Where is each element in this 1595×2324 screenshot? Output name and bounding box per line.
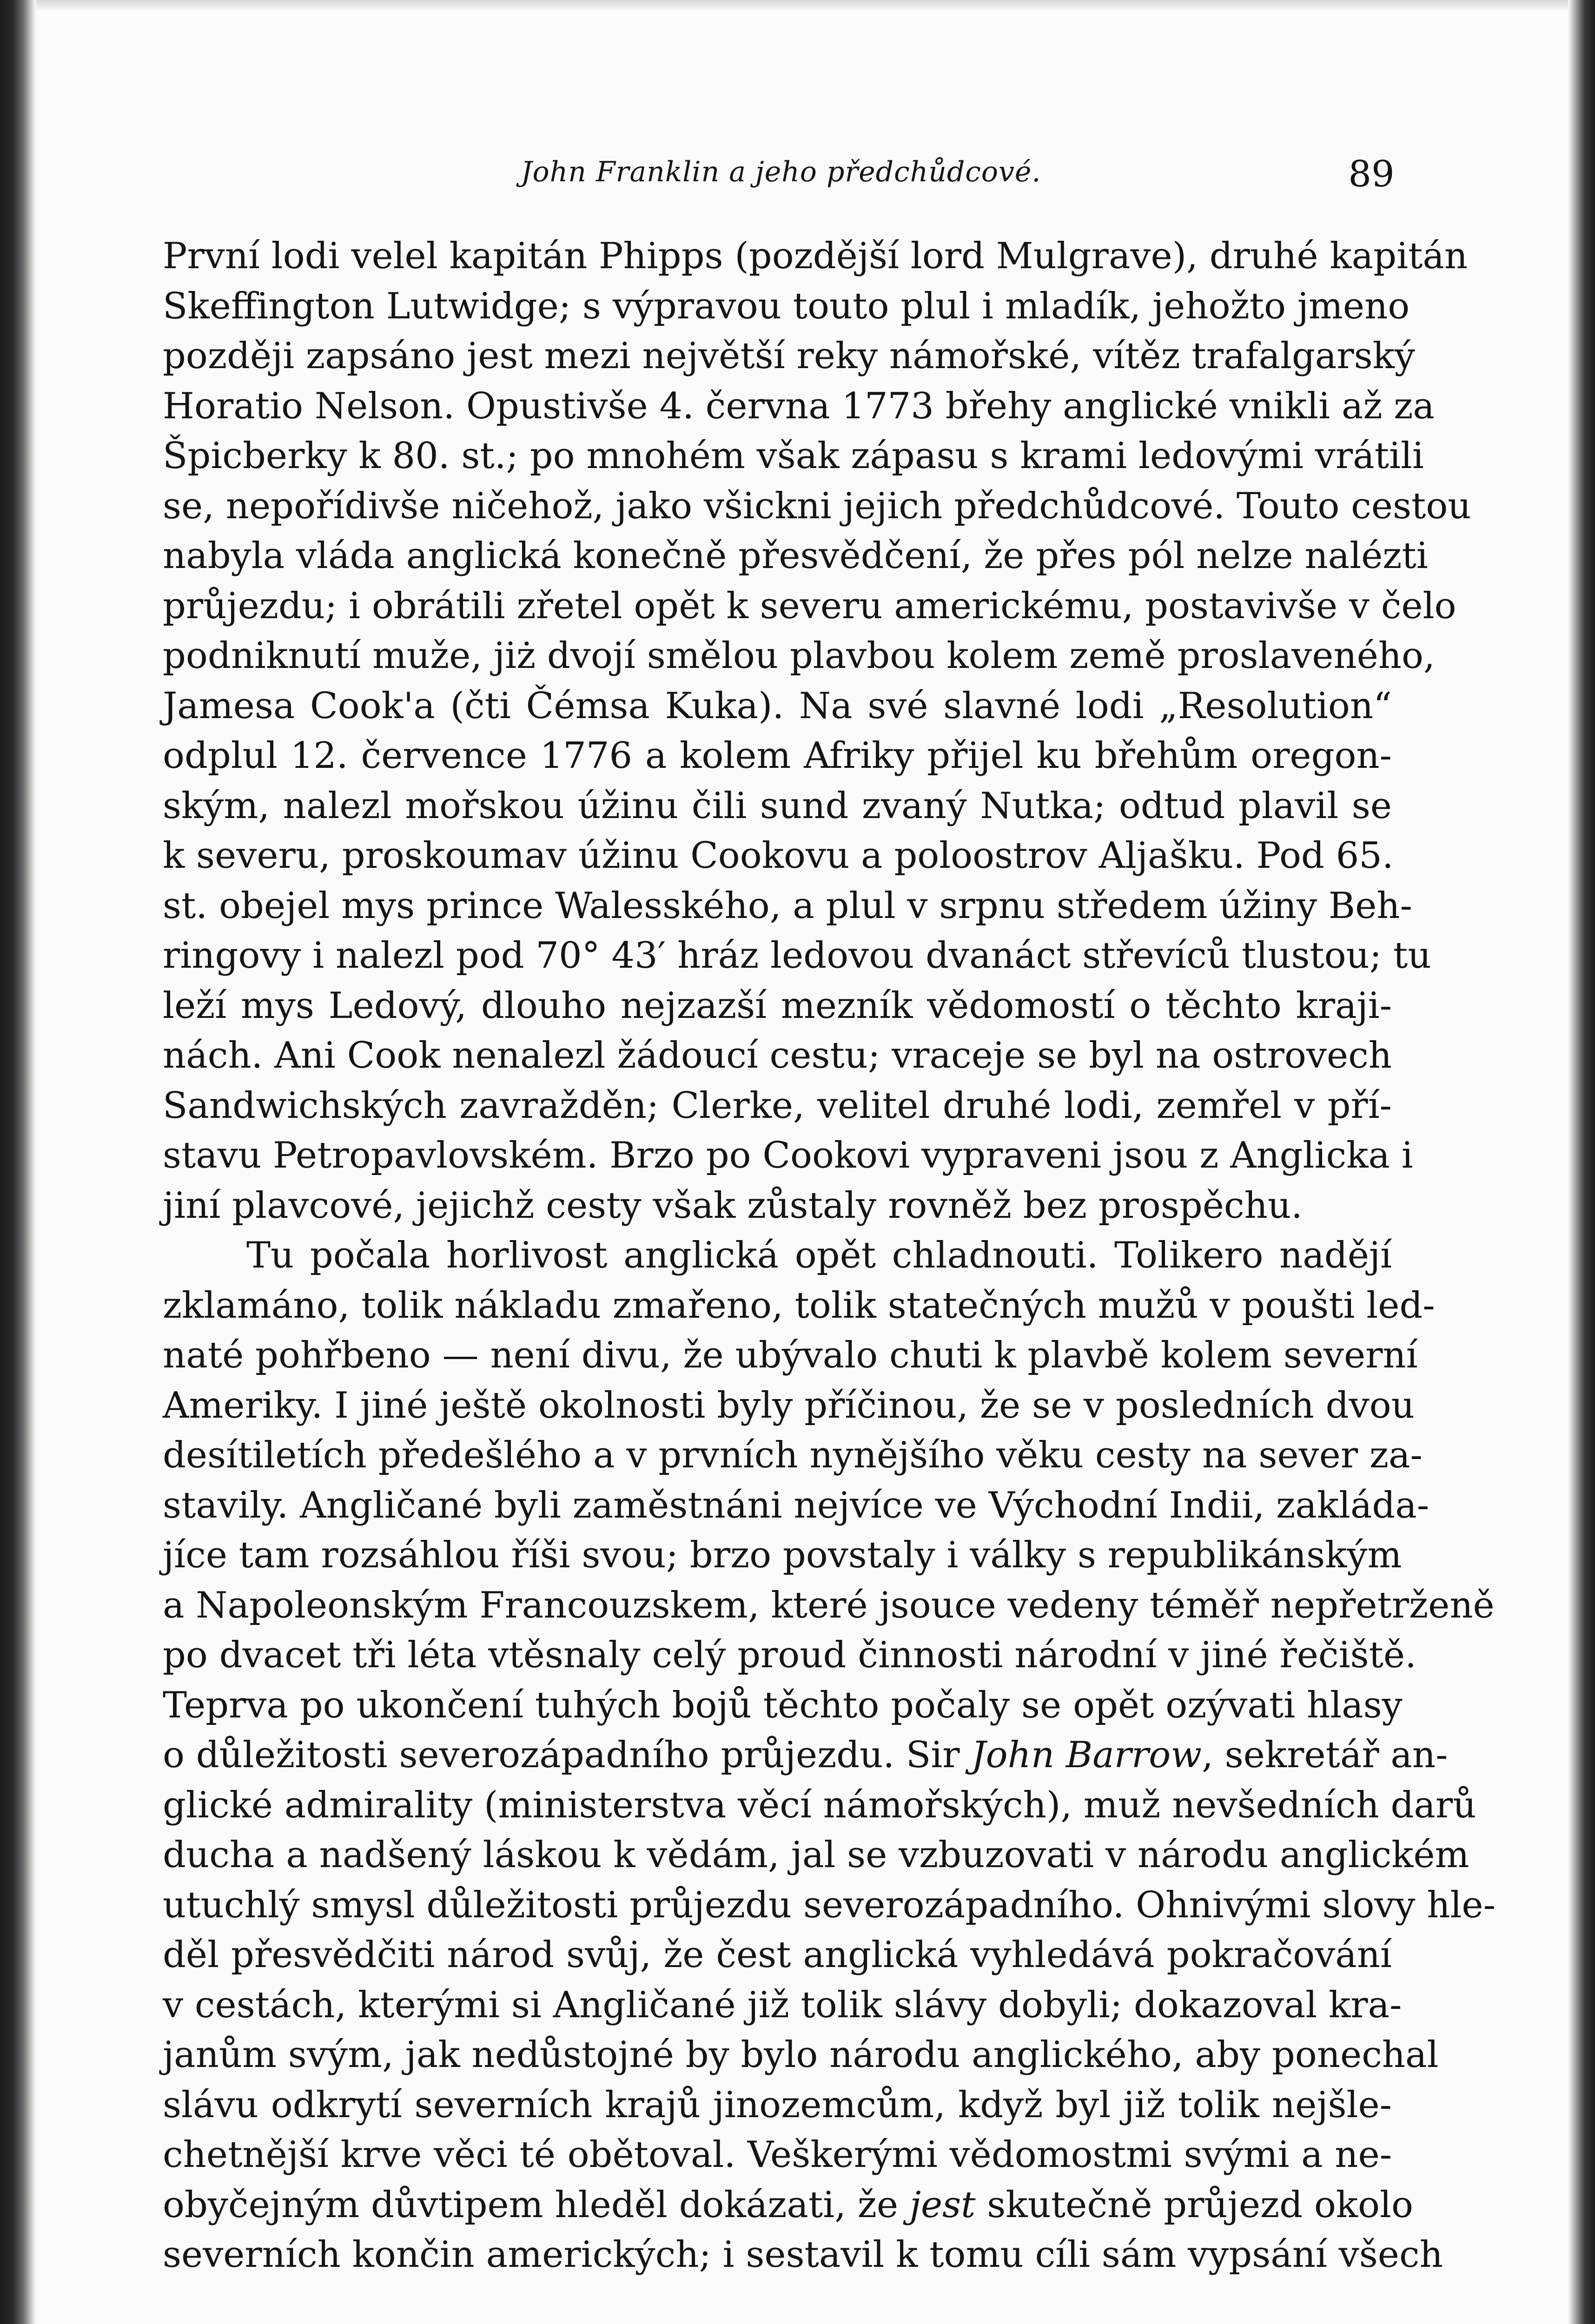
text-line: utuchlý smysl důležitosti průjezdu severozápadního. Ohnivými slovy hle- [163, 1884, 1496, 1926]
text-line [163, 2180, 1413, 2231]
book-binding-edge [0, 0, 36, 2324]
text-line: Jamesa Cook'a (čti Čémsa Kuka). Na své slavné lodi „Resolution“ [163, 685, 1392, 727]
text-line: leží mys Ledový, dlouho nejzazší mezník vědomostí o těchto kraji- [163, 984, 1392, 1027]
page-top-edge [0, 0, 1595, 11]
text-line: severních končin amerických; i sestavil k tomu cíli sám vypsání všech [163, 2234, 1443, 2276]
text-line: chetnější krve věci té obětoval. Veškerými vědomostmi svými a ne- [163, 2134, 1392, 2176]
text-segment: , sekretář an- [1202, 1734, 1448, 1776]
text-line: glické admirality (ministerstva věcí námořských), muž nevšedních darů [163, 1784, 1476, 1826]
text-line: zklamáno, tolik nákladu zmařeno, tolik statečných mužů v poušti led- [163, 1284, 1435, 1327]
text-line [163, 1730, 1448, 1781]
text-line: janům svým, jak nedůstojné by bylo národu anglického, aby ponechal [163, 2034, 1439, 2076]
text-line: slávu odkrytí severních krajů jinozemcům, když byl již tolik nejšle- [163, 2084, 1392, 2126]
text-line: se, nepořídivše ničehož, jako všickni jejich předchůdcové. Touto cestou [163, 485, 1471, 527]
text-line: Sandwichských zavražděn; Clerke, velitel druhé lodi, zemřel v pří- [163, 1084, 1392, 1127]
text-line: podniknutí muže, jiż dvojí smělou plavbou kolem země proslaveného, [163, 635, 1435, 677]
text-line: Skeffington Lutwidge; s výpravou touto plul i mladík, jehožto jmeno [163, 285, 1410, 327]
text-line: ským, nalezl mořskou úžinu čili sund zvaný Nutka; odtud plavil se [163, 785, 1392, 827]
text-line: desítiletích předešlého a v prvních nynějšího věku cesty na sever za- [163, 1434, 1423, 1476]
page-right-edge [1568, 0, 1595, 2324]
text-line: po dvacet tři léta vtěsnaly celý proud činnosti národní v jiné řečiště. [163, 1634, 1416, 1676]
person-name: John Barrow [971, 1734, 1202, 1776]
text-line: stavu Petropavlovském. Brzo po Cookovi vypraveni jsou z Anglicka i [163, 1135, 1413, 1176]
text-line: k severu, proskoumav úžinu Cookovu a poloostrov Aljašku. Pod 65. [163, 835, 1394, 877]
text-line: v cestách, kterými si Angličané již tolik slávy dobyli; dokazoval kra- [163, 1984, 1402, 2026]
text-line: ducha a nadšený láskou k vědám, jal se vzbuzovati v národu anglickém [163, 1834, 1469, 1876]
text-line: Špicberky k 80. st.; po mnohém však zápasu s krami ledovými vrátili [163, 435, 1424, 477]
text-line: Ameriky. I jiné ještě okolnosti byly příčinou, že se v posledních dvou [163, 1384, 1415, 1426]
text-line: st. obejel mys prince Walesského, a plul v srpnu středem úžiny Beh- [163, 885, 1412, 927]
emphasized-word: jest [909, 2184, 976, 2226]
text-line: Teprva po ukončení tuhých bojů těchto počaly se opět ozývati hlasy [163, 1684, 1403, 1726]
text-line: a Napoleonským Francouzskem, které jsouce vedeny téměř nepřetrženě [163, 1584, 1495, 1626]
paragraph-first-line: Tu počala horlivost anglická opět chladnouti. Tolikero nadějí [246, 1235, 1392, 1276]
text-line: stavily. Angličané byli zaměstnáni nejvíce ve Východní Indii, zakláda- [163, 1484, 1430, 1526]
text-segment: o důležitosti severozápadního průjezdu. Sir [163, 1734, 960, 1776]
text-line: průjezdu; i obrátili zřetel opět k severu americkému, postavivše v čelo [163, 585, 1456, 627]
paragraph-last-line: jiní plavcové, jejichž cesty však zůstaly rovněž bez prospěchu. [163, 1184, 1303, 1227]
text-line: jíce tam rozsáhlou říši svou; brzo povstaly i války s republikánským [163, 1534, 1402, 1576]
text-line: později zapsáno jest mezi největší reky námořské, vítěz trafalgarský [163, 335, 1415, 377]
text-line: odplul 12. července 1776 a kolem Afriky přijel ku břehům oregon- [163, 735, 1392, 777]
text-line: děl přesvědčiti národ svůj, že čest anglická vyhledává pokračování [163, 1934, 1392, 1976]
text-line: naté pohřbeno — není divu, že ubývalo chuti k plavbě kolem severní [163, 1334, 1418, 1376]
running-title: John Franklin a jeho předchůdcové. [521, 156, 1041, 188]
text-line: První lodi velel kapitán Phipps (pozdější lord Mulgrave), druhé kapitán [163, 235, 1468, 277]
text-line: ringovy i nalezl pod 70° 43′ hráz ledovou dvanáct střevíců tlustou; tu [163, 935, 1431, 977]
body-text [163, 231, 1496, 2280]
text-line: nách. Ani Cook nenalezl žádoucí cestu; vraceje se byl na ostrovech [163, 1035, 1392, 1076]
text-line: nabyla vláda anglická konečně přesvědčení, že přes pól nelze nalézti [163, 535, 1428, 577]
text-line: Horatio Nelson. Opustivše 4. června 1773 břehy anglické vnikli až za [163, 385, 1435, 427]
text-segment: skutečně průjezd okolo [987, 2184, 1413, 2226]
page-number: 89 [1348, 153, 1395, 195]
text-segment: obyčejným důvtipem hleděl dokázati, že [163, 2184, 898, 2226]
